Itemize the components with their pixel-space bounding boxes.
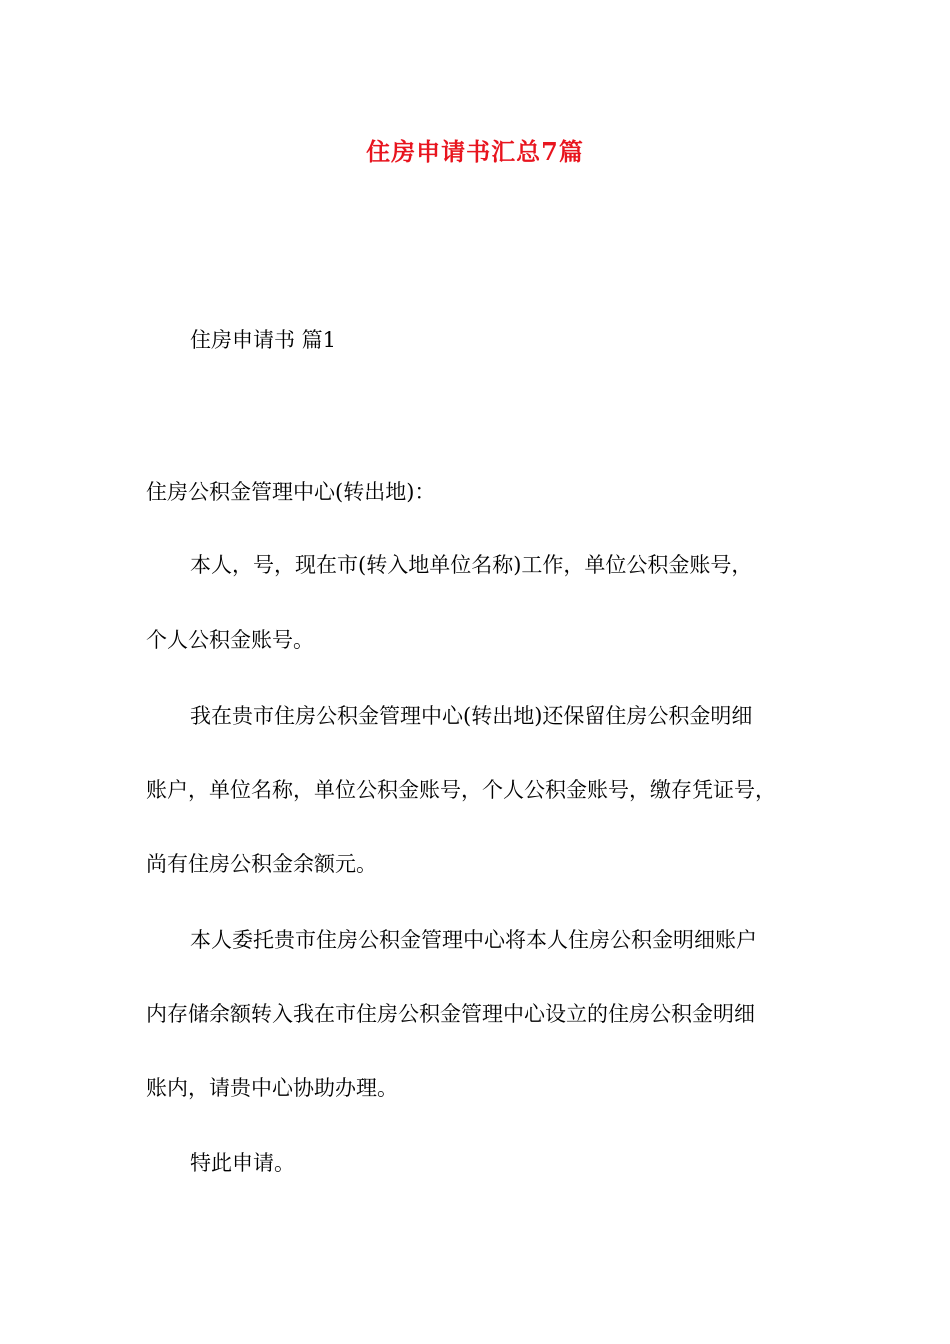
closing-line: 特此申请。 xyxy=(190,1151,295,1175)
paragraph-line: 账户，单位名称，单位公积金账号，个人公积金账号，缴存凭证号， xyxy=(146,778,776,802)
paragraph-line: 账内，请贵中心协助办理。 xyxy=(146,1076,398,1100)
addressee-line: 住房公积金管理中心(转出地)： xyxy=(146,480,436,504)
document-title: 住房申请书汇总7篇 xyxy=(366,137,584,166)
section-heading: 住房申请书 篇1 xyxy=(190,328,337,352)
paragraph-line: 我在贵市住房公积金管理中心(转出地)还保留住房公积金明细 xyxy=(190,704,753,728)
paragraph-line: 本人，号，现在市(转入地单位名称)工作，单位公积金账号， xyxy=(190,553,753,577)
paragraph-line: 内存储余额转入我在市住房公积金管理中心设立的住房公积金明细 xyxy=(146,1002,755,1026)
paragraph-line: 尚有住房公积金余额元。 xyxy=(146,852,377,876)
paragraph-line: 本人委托贵市住房公积金管理中心将本人住房公积金明细账户 xyxy=(190,928,757,952)
paragraph-line: 个人公积金账号。 xyxy=(146,628,314,652)
